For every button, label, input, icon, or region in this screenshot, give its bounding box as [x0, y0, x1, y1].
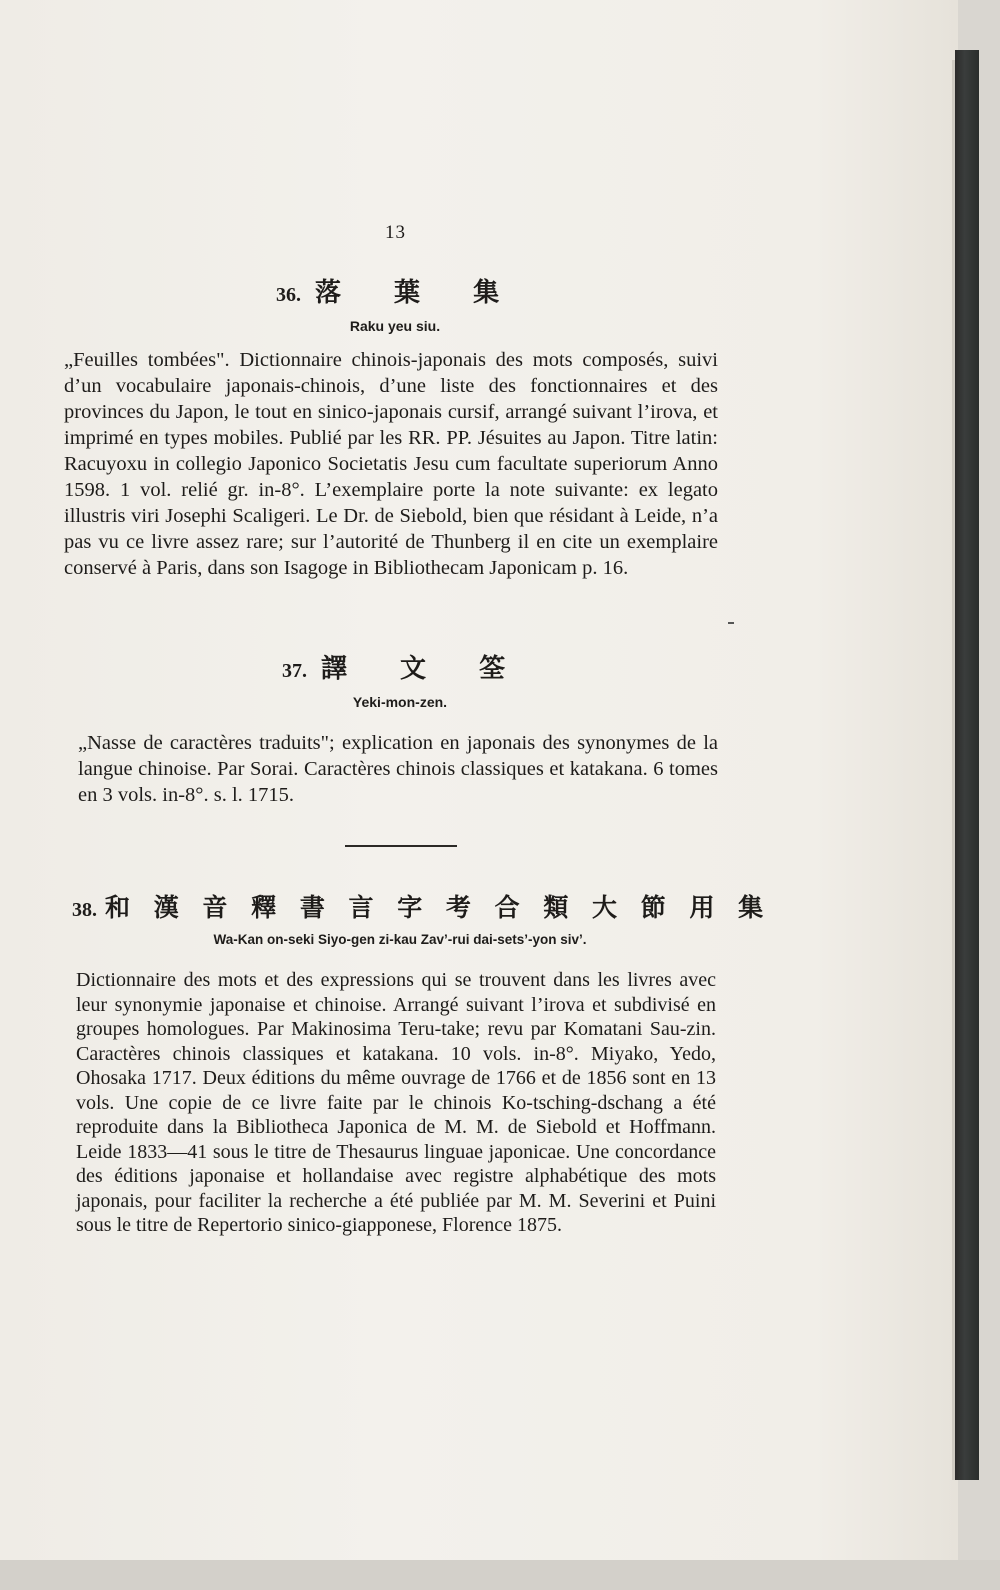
entry-romanization: Raku yeu siu. — [349, 318, 441, 334]
entry-number: 36. — [276, 284, 301, 306]
entry-number: 37. — [282, 660, 307, 682]
entry-title-kanji: 落 葉 集 — [315, 278, 522, 308]
table-surface — [0, 1560, 1000, 1590]
entry-title-kanji: 和 漢 音 釋 書 言 字 考 合 類 大 節 用 集 — [105, 893, 771, 922]
book-cover-edge — [955, 50, 979, 1480]
entry-title-kanji: 譯 文 筌 — [321, 654, 528, 684]
entry-36-description: „Feuilles tombées". Dictionnaire chinois-japonais des mots composés, suivi d’un vocabulaire japonais-chinois, d’une liste des fonctionnaires et des provinces du Japon, le tout en sinico-japonais cursif, arrangé suivant l’irova, et imprimé en types mobiles. Publié par les RR. PP. Jésuites au Japon. Titre latin: Racuyoxu in collegio Japonico Societatis Jesu cum facultate superiorum Anno 1598. 1 vol. relié gr. in-8°. L’exemplaire porte la note suivante: ex legato illustris viri Josephi Scaligeri. Le Dr. de Siebold, bien que résidant à Leide, n’a pas vu ce livre assez rare; sur l’autorité de Thunberg il en cite un exemplaire conservé à Paris, dans son Isagoge in Bibliothecam Japonicam p. 16. — [64, 349, 718, 579]
section-divider — [345, 845, 457, 847]
entry-romanization: Yeki-mon-zen. — [352, 694, 448, 710]
entry-37-description: „Nasse de caractères traduits"; explication en japonais des synonymes de la langue chinoise. Par Sorai. Caractères chinois classiques et katakana. 6 tomes en 3 vols. in-8°. s. l. 1715. — [78, 732, 718, 806]
entry-38-heading — [72, 888, 771, 924]
margin-mark — [728, 622, 734, 624]
entry-37-heading — [282, 648, 527, 685]
entry-romanization: Wa-Kan on-seki Siyo-gen zi-kau Zav’-rui dai-sets’-yon siv’. — [213, 932, 587, 947]
entry-number: 38. — [72, 899, 97, 921]
page-number: 13 — [385, 222, 406, 243]
entry-36-heading — [276, 272, 521, 309]
entry-38-description: Dictionnaire des mots et des expressions qui se trouvent dans les livres avec leur synonymie japonaise et chinoise. Arrangé suivant l’irova et subdivisé en groupes homologues. Par Makinosima Teru-take; revu par Komatani Sau-zin. Caractères chinois classiques et katakana. 10 vols. in-8°. Miyako, Yedo, Ohosaka 1717. Deux éditions du même ouvrage de 1766 et de 1856 sont en 13 vols. Une copie de ce livre faite par le chinois Ko-tsching-dschang a été reproduite dans la Bibliotheca Japonica de M. M. de Siebold et Hoffmann. Leide 1833—41 sous le titre de Thesaurus linguae japonicae. Une concordance des éditions japonaise et hollandaise avec registre alphabétique des mots japonais, pour faciliter la recherche a été publiée par M. M. Severini et Puini sous le titre de Repertorio sinico-giapponese, Florence 1875. — [76, 969, 716, 1236]
